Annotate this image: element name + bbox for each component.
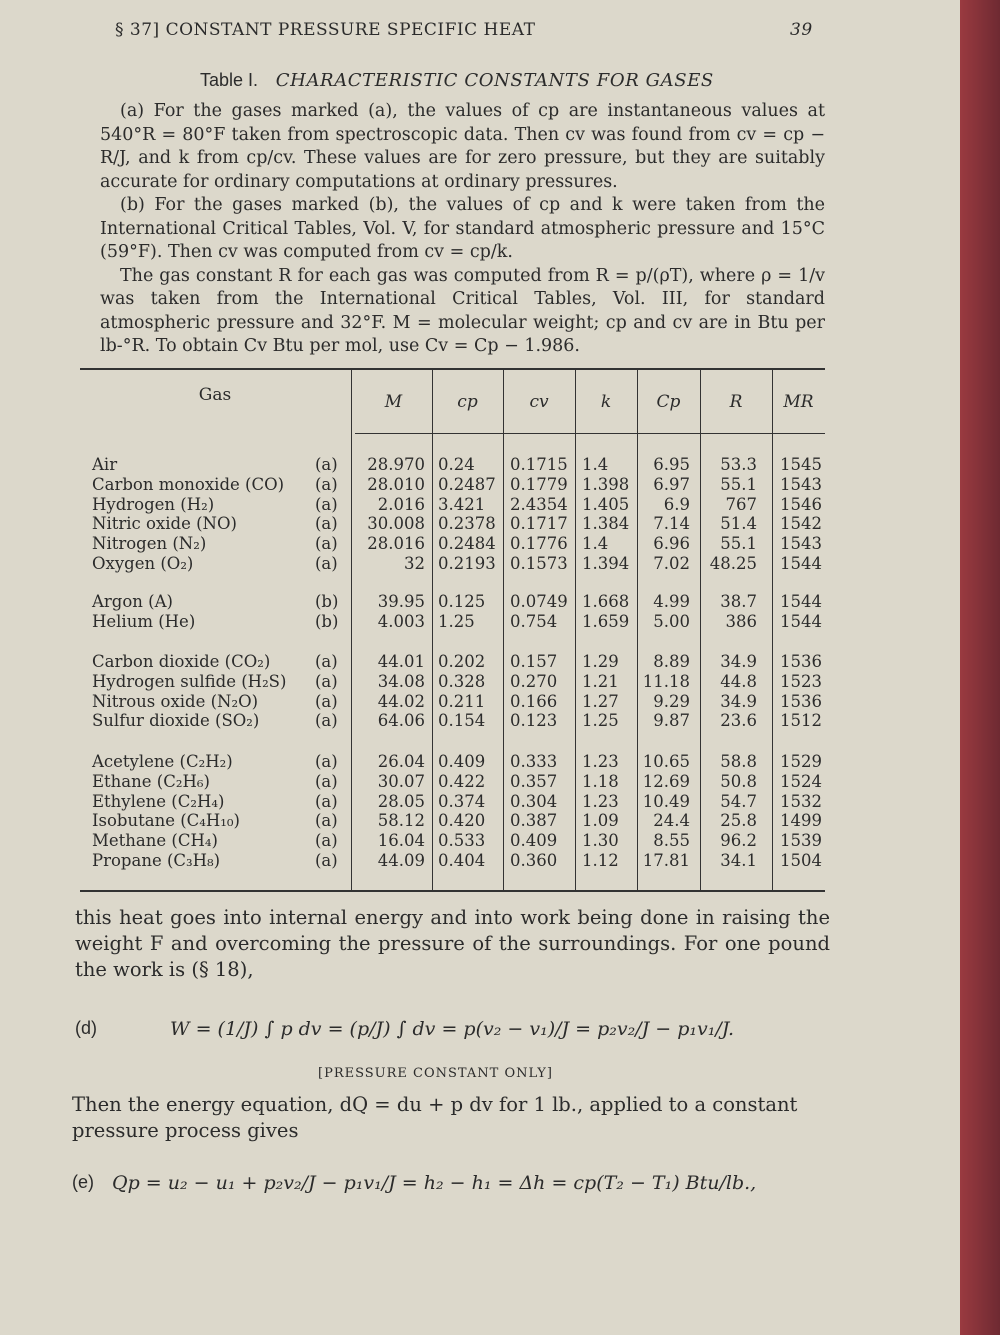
cell-r: 34.9 (720, 652, 757, 671)
cell-note: (a) (315, 850, 338, 870)
table-title-text: CHARACTERISTIC CONSTANTS FOR GASES (275, 70, 714, 91)
cell-r: 55.1 (720, 534, 757, 554)
note-gas-constant: The gas constant R for each gas was computed from R = p/(ρT), where ρ = 1/v was taken from the International Critical Tables, Vol. III, for standard atmospheric pressure and 32°F. M = molecular weight; cp and cv are in Btu per lb-°R. To obtain Cv Btu per mol, use Cv = Cp − 1.986. (100, 265, 825, 356)
cell-cp: 3.421 (438, 494, 486, 514)
cell-cv: 0.409 (510, 831, 558, 851)
cell-mr: 1523 (780, 671, 822, 691)
cell-gas: Hydrogen (H₂) (92, 494, 215, 514)
cell-r: 50.8 (720, 771, 757, 791)
cell-cp: 0.2193 (438, 553, 496, 573)
cell-cp: 8.55 (653, 831, 690, 851)
cell-cv: 0.1776 (510, 534, 568, 554)
cell-r: 767 (725, 494, 757, 514)
cell-r: 386 (725, 611, 757, 631)
cell-note: (a) (315, 671, 338, 691)
cell-gas: Oxygen (O₂) (92, 553, 194, 573)
cell-cv: 2.4354 (510, 494, 568, 514)
cell-k: 1.4 (582, 534, 609, 554)
table-row (80, 772, 825, 792)
cell-m: 34.08 (377, 671, 425, 691)
cell-gas: Nitrous oxide (N₂O) (92, 691, 259, 711)
cell-note: (a) (315, 771, 338, 791)
cell-r: 38.7 (720, 592, 757, 611)
cell-m: 28.970 (367, 455, 425, 474)
row-group (80, 592, 825, 632)
table-row (80, 711, 825, 731)
cell-gas: Sulfur dioxide (SO₂) (92, 711, 260, 731)
note-b: (b) For the gases marked (b), the values of cp and k were taken from the International Critical Tables, Vol. V, for standard atmospheric pressure and 15°C (59°F). Then cv was computed from cv = cp/k. (100, 195, 825, 262)
equation-e-label: (e) (72, 1172, 94, 1192)
cell-cv: 0.0749 (510, 592, 568, 611)
header-Cp: Cp (656, 392, 681, 412)
cell-gas: Helium (He) (92, 611, 196, 631)
table-label: Table I. (200, 70, 259, 90)
cell-k: 1.18 (582, 771, 619, 791)
table-notes (100, 100, 825, 359)
cell-mr: 1545 (780, 455, 822, 474)
cell-cv: 0.1715 (510, 455, 568, 474)
cell-r: 34.9 (720, 691, 757, 711)
table-row (80, 495, 825, 515)
table-row (80, 792, 825, 812)
cell-cp: 4.99 (653, 592, 690, 611)
cell-gas: Methane (CH₄) (92, 831, 218, 851)
cell-m: 44.01 (377, 652, 425, 671)
cell-mr: 1524 (780, 771, 822, 791)
cell-cv: 0.1717 (510, 514, 568, 534)
cell-r: 48.25 (709, 553, 757, 573)
cell-mr: 1544 (780, 611, 822, 631)
cell-mr: 1504 (780, 850, 822, 870)
header-M: M (384, 392, 403, 412)
table-row (80, 534, 825, 554)
cell-cp: 6.96 (653, 534, 690, 554)
cell-gas: Air (92, 455, 118, 474)
cell-k: 1.27 (582, 691, 619, 711)
cell-m: 4.003 (377, 611, 425, 631)
cell-cv: 0.333 (510, 752, 558, 771)
cell-note: (a) (315, 791, 338, 811)
cell-cp: 0.533 (438, 831, 486, 851)
cell-cv: 0.123 (510, 711, 558, 731)
header-gas: Gas (198, 385, 232, 405)
cell-m: 64.06 (377, 711, 425, 731)
header-k: k (600, 392, 612, 412)
cell-k: 1.12 (582, 850, 619, 870)
cell-note: (a) (315, 534, 338, 554)
cell-k: 1.23 (582, 791, 619, 811)
cell-k: 1.668 (582, 592, 630, 611)
cell-mr: 1543 (780, 534, 822, 554)
table-row (80, 811, 825, 831)
cell-gas: Nitrogen (N₂) (92, 534, 207, 554)
table-row (80, 652, 825, 672)
cell-cp: 0.154 (438, 711, 486, 731)
cell-r: 54.7 (720, 791, 757, 811)
cell-r: 96.2 (720, 831, 757, 851)
cell-m: 44.09 (377, 850, 425, 870)
cell-r: 34.1 (720, 850, 757, 870)
cell-r: 44.8 (720, 671, 757, 691)
cell-cp: 10.65 (642, 752, 690, 771)
cell-m: 30.07 (377, 771, 425, 791)
cell-mr: 1544 (780, 592, 822, 611)
cell-note: (b) (315, 611, 339, 631)
cell-cp: 0.328 (438, 671, 486, 691)
cell-r: 23.6 (720, 711, 757, 731)
cell-k: 1.384 (582, 514, 630, 534)
cell-k: 1.4 (582, 455, 609, 474)
cell-cv: 0.304 (510, 791, 558, 811)
cell-gas: Isobutane (C₄H₁₀) (92, 811, 240, 831)
cell-m: 2.016 (377, 494, 425, 514)
table-row (80, 692, 825, 712)
cell-cp: 11.18 (642, 671, 690, 691)
cell-mr: 1536 (780, 691, 822, 711)
cell-k: 1.659 (582, 611, 630, 631)
cell-mr: 1539 (780, 831, 822, 851)
cell-cp: 0.374 (438, 791, 486, 811)
body-text-1: this heat goes into internal energy and into work being done in raising the weight F and overcoming the pressure of the surroundings. For one pound the work is (§ 18), (75, 906, 830, 981)
table-row (80, 475, 825, 495)
cell-cp: 7.02 (653, 553, 690, 573)
cell-gas: Acetylene (C₂H₂) (92, 752, 233, 771)
equation-e: Qp = u₂ − u₁ + p₂v₂/J − p₁v₁/J = h₂ − h₁ = Δh = cp(T₂ − T₁) Btu/lb., (112, 1172, 757, 1194)
body-text-2: Then the energy equation, dQ = du + p dv for 1 lb., applied to a constant pressure process gives (72, 1093, 798, 1142)
cell-cv: 0.1779 (510, 474, 568, 494)
cell-k: 1.09 (582, 811, 619, 831)
cell-r: 25.8 (720, 811, 757, 831)
row-group (80, 652, 825, 731)
cell-cp: 0.2484 (438, 534, 496, 554)
cell-note: (a) (315, 691, 338, 711)
header-R: R (729, 392, 743, 412)
table-row (80, 554, 825, 574)
cell-cp: 0.202 (438, 652, 486, 671)
cell-note: (a) (315, 494, 338, 514)
table-row (80, 672, 825, 692)
cell-cp: 24.4 (653, 811, 690, 831)
table-title (200, 70, 714, 91)
cell-m: 26.04 (377, 752, 425, 771)
cell-k: 1.29 (582, 652, 619, 671)
cell-cp: 1.25 (438, 611, 475, 631)
cell-cp: 0.404 (438, 850, 486, 870)
cell-cp: 0.125 (438, 592, 486, 611)
equation-d-caption: [PRESSURE CONSTANT ONLY] (318, 1066, 553, 1081)
cell-cp: 0.2378 (438, 514, 496, 534)
table-row (80, 455, 825, 475)
cell-cv: 0.754 (510, 611, 558, 631)
equation-d-label: (d) (75, 1018, 97, 1038)
page-number: 39 (790, 20, 813, 40)
cell-cv: 0.387 (510, 811, 558, 831)
cell-k: 1.21 (582, 671, 619, 691)
cell-cv: 0.357 (510, 771, 558, 791)
cell-gas: Ethylene (C₂H₄) (92, 791, 225, 811)
cell-r: 53.3 (720, 455, 757, 474)
cell-cp: 7.14 (653, 514, 690, 534)
cell-k: 1.398 (582, 474, 630, 494)
cell-m: 44.02 (377, 691, 425, 711)
cell-note: (a) (315, 474, 338, 494)
book-cover-edge (960, 0, 1000, 1335)
cell-note: (a) (315, 553, 338, 573)
cell-cp: 5.00 (653, 611, 690, 631)
row-group (80, 752, 825, 871)
cell-note: (a) (315, 811, 338, 831)
cell-m: 39.95 (377, 592, 425, 611)
cell-k: 1.405 (582, 494, 630, 514)
cell-cp: 0.24 (438, 455, 475, 474)
cell-mr: 1544 (780, 553, 822, 573)
table-row (80, 851, 825, 871)
cell-cp: 8.89 (653, 652, 690, 671)
cell-mr: 1536 (780, 652, 822, 671)
cell-cp: 17.81 (642, 850, 690, 870)
cell-gas: Argon (A) (92, 592, 173, 611)
cell-cp: 9.87 (653, 711, 690, 731)
cell-m: 16.04 (377, 831, 425, 851)
table-row (80, 752, 825, 772)
cell-note: (a) (315, 514, 338, 534)
row-group (80, 455, 825, 574)
table-row (80, 592, 825, 612)
header-cp: cp (457, 392, 478, 412)
cell-gas: Nitric oxide (NO) (92, 514, 237, 534)
cell-cp: 6.9 (663, 494, 690, 514)
cell-note: (b) (315, 592, 339, 611)
cell-k: 1.25 (582, 711, 619, 731)
cell-gas: Carbon dioxide (CO₂) (92, 652, 271, 671)
cell-cp: 0.211 (438, 691, 486, 711)
header-cv: cv (529, 392, 549, 412)
equation-d: W = (1/J) ∫ p dv = (p/J) ∫ dv = p(v₂ − v₁)/J = p₂v₂/J − p₁v₁/J. (170, 1018, 734, 1040)
cell-cp: 10.49 (642, 791, 690, 811)
cell-k: 1.30 (582, 831, 619, 851)
cell-mr: 1512 (780, 711, 822, 731)
cell-mr: 1542 (780, 514, 822, 534)
table-row (80, 831, 825, 851)
cell-gas: Propane (C₃H₈) (92, 850, 221, 870)
cell-r: 51.4 (720, 514, 757, 534)
cell-r: 58.8 (720, 752, 757, 771)
cell-cp: 0.2487 (438, 474, 496, 494)
cell-m: 30.008 (367, 514, 425, 534)
cell-m: 58.12 (377, 811, 425, 831)
cell-cv: 0.166 (510, 691, 558, 711)
cell-m: 28.05 (377, 791, 425, 811)
table-row (80, 514, 825, 534)
cell-cp: 9.29 (653, 691, 690, 711)
cell-mr: 1546 (780, 494, 822, 514)
cell-mr: 1499 (780, 811, 822, 831)
cell-note: (a) (315, 752, 338, 771)
cell-note: (a) (315, 652, 338, 671)
cell-cp: 6.97 (653, 474, 690, 494)
cell-cp: 0.422 (438, 771, 486, 791)
cell-m: 32 (404, 553, 425, 573)
cell-note: (a) (315, 711, 338, 731)
note-a: (a) For the gases marked (a), the values of cp are instantaneous values at 540°R = 80°F taken from spectroscopic data. Then cv was found from cv = cp − R/J, and k from cp/cv. These values are for zero pressure, but they are suitably accurate for ordinary computations at ordinary pressures. (100, 101, 825, 192)
cell-mr: 1543 (780, 474, 822, 494)
cell-gas: Hydrogen sulfide (H₂S) (92, 671, 287, 691)
cell-mr: 1532 (780, 791, 822, 811)
cell-cp: 0.420 (438, 811, 486, 831)
cell-m: 28.016 (367, 534, 425, 554)
cell-gas: Carbon monoxide (CO) (92, 474, 285, 494)
cell-k: 1.23 (582, 752, 619, 771)
gas-constants-table (80, 368, 825, 892)
cell-m: 28.010 (367, 474, 425, 494)
cell-mr: 1529 (780, 752, 822, 771)
cell-r: 55.1 (720, 474, 757, 494)
cell-cp: 6.95 (653, 455, 690, 474)
header-MR: MR (783, 392, 814, 412)
cell-k: 1.394 (582, 553, 630, 573)
cell-cp: 0.409 (438, 752, 486, 771)
cell-cv: 0.1573 (510, 553, 568, 573)
cell-cv: 0.270 (510, 671, 558, 691)
cell-cv: 0.157 (510, 652, 558, 671)
table-row (80, 612, 825, 632)
cell-note: (a) (315, 831, 338, 851)
cell-gas: Ethane (C₂H₆) (92, 771, 210, 791)
running-header: § 37] CONSTANT PRESSURE SPECIFIC HEAT (115, 20, 536, 40)
cell-cp: 12.69 (642, 771, 690, 791)
cell-note: (a) (315, 455, 338, 474)
cell-cv: 0.360 (510, 850, 558, 870)
